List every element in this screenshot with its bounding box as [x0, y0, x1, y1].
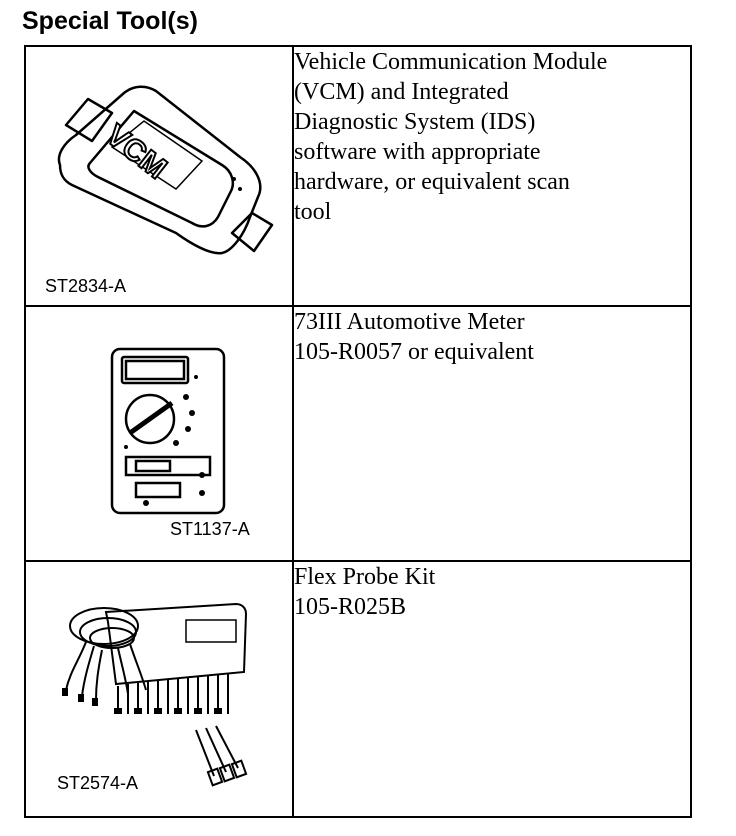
tool-row-meter	[25, 306, 691, 561]
tool-description	[293, 561, 691, 817]
vcm-device-label: VCM	[99, 118, 173, 186]
description-line: 73III Automotive Meter	[294, 309, 525, 335]
tool-description	[293, 306, 691, 561]
description-line: hardware, or equivalent scan	[294, 169, 570, 195]
tool-row-vcm	[25, 46, 691, 306]
description-line: 105-R025B	[294, 594, 407, 620]
tool-image-cell	[25, 561, 293, 817]
special-tools-table	[24, 45, 692, 818]
description-line: Diagnostic System (IDS)	[294, 109, 536, 135]
description-line: 105-R0057 or equivalent	[294, 339, 534, 365]
description-line: software with appropriate	[294, 139, 541, 165]
tool-code: ST2574-A	[57, 773, 139, 793]
page-title: Special Tool(s)	[22, 7, 198, 35]
tool-image-cell	[25, 306, 293, 561]
tool-code: ST2834-A	[45, 276, 127, 296]
description-line: Flex Probe Kit	[294, 564, 436, 590]
tool-description	[293, 46, 691, 306]
tool-code: ST1137-A	[170, 519, 250, 539]
description-line: (VCM) and Integrated	[294, 79, 509, 105]
tool-row-probe-kit	[25, 561, 691, 817]
vcm-module-illustration	[26, 47, 292, 305]
description-line: Vehicle Communication Module	[294, 49, 608, 75]
tool-image-cell	[25, 46, 293, 306]
description-line: tool	[294, 199, 332, 225]
multimeter-illustration	[26, 307, 292, 560]
